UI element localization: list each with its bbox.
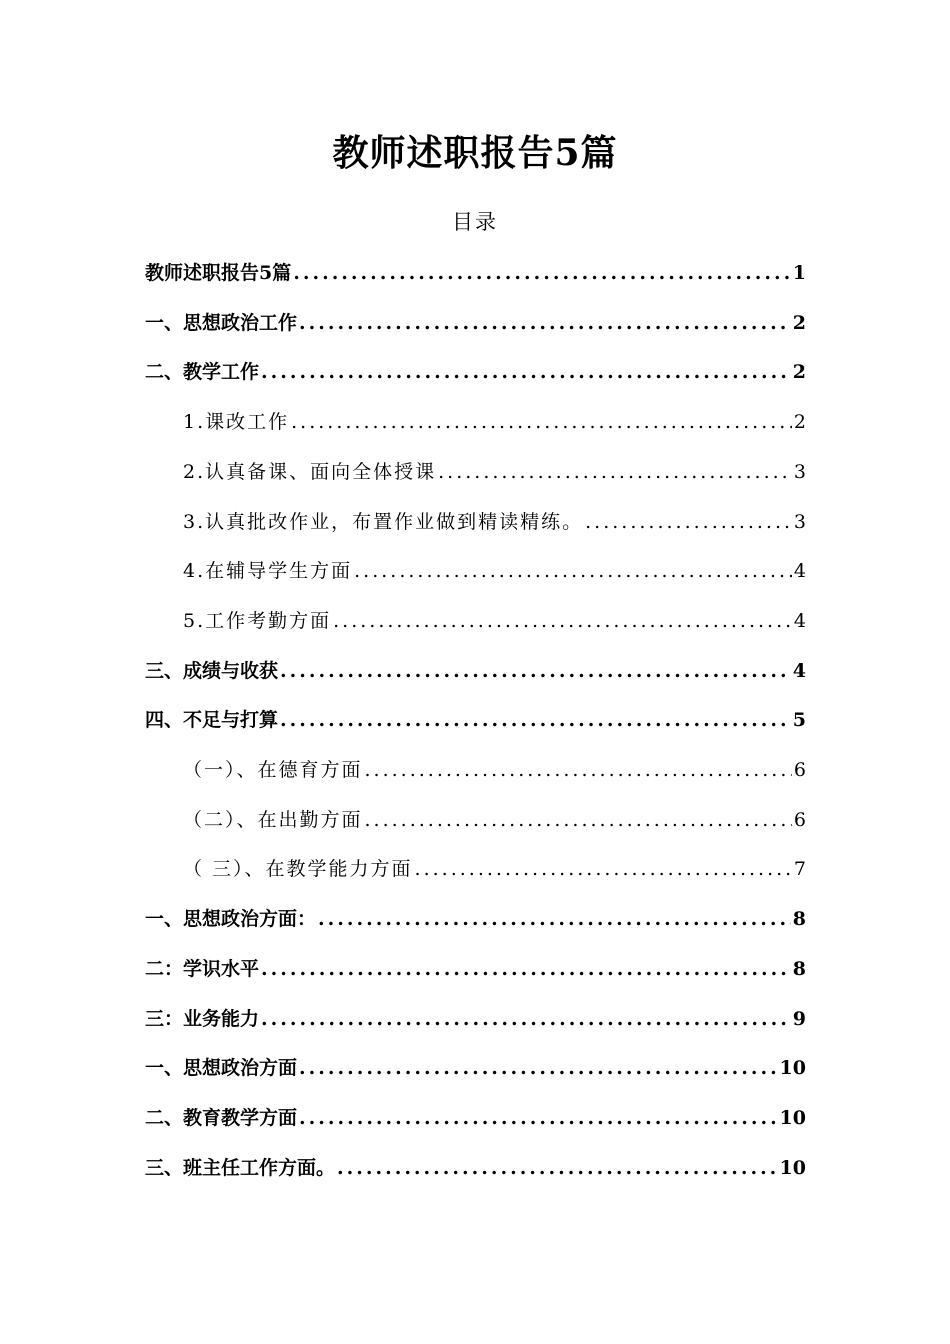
toc-dot-leader	[415, 854, 792, 884]
toc-dot-leader	[293, 258, 791, 288]
toc-entry[interactable]	[145, 904, 806, 934]
toc-dot-leader	[365, 755, 792, 785]
toc-entry-label: 二：学识水平	[145, 958, 260, 980]
toc-dot-leader	[261, 954, 791, 984]
toc-dot-leader	[261, 357, 791, 387]
toc-entry-label: 二、教育教学方面	[145, 1107, 298, 1129]
toc-entry-label: （二）、在出勤方面	[183, 809, 363, 831]
toc-dot-leader	[337, 1153, 778, 1183]
toc-entry-label: 教师述职报告5篇	[145, 262, 292, 284]
toc-entry[interactable]	[183, 805, 806, 835]
toc-dot-leader	[261, 1004, 791, 1034]
toc-entry-page-number: 9	[792, 1008, 806, 1030]
toc-entry-label: 三：业务能力	[145, 1008, 260, 1030]
toc-entry[interactable]	[183, 507, 806, 537]
toc-entry-page-number: 8	[792, 908, 806, 930]
toc-entry-label: 一、思想政治方面	[145, 1057, 298, 1079]
toc-entry-page-number: 3	[793, 511, 806, 533]
toc-entry-label: 一、思想政治方面：	[145, 908, 317, 930]
toc-entry-page-number: 2	[793, 411, 806, 433]
toc-entry-page-number: 8	[792, 958, 806, 980]
toc-dot-leader	[354, 556, 792, 586]
toc-entry-page-number: 10	[779, 1107, 806, 1129]
toc-entry-page-number: 7	[793, 858, 806, 880]
toc-entry-page-number: 4	[792, 660, 806, 682]
toc-entry-label: 1.课改工作	[183, 411, 290, 433]
document-title: 教师述职报告5篇	[332, 132, 618, 174]
toc-entry-page-number: 1	[792, 262, 806, 284]
toc-entry-page-number: 10	[779, 1057, 806, 1079]
toc-entry[interactable]	[183, 854, 806, 884]
toc-entry[interactable]	[183, 755, 806, 785]
toc-entry[interactable]	[145, 954, 806, 984]
toc-dot-leader	[318, 904, 791, 934]
toc-entry[interactable]	[145, 357, 806, 387]
toc-entry[interactable]	[145, 705, 806, 735]
toc-entry[interactable]	[145, 1053, 806, 1083]
toc-entry-label: 5.工作考勤方面	[183, 610, 332, 632]
toc-entry[interactable]	[145, 1103, 806, 1133]
toc-entry-page-number: 5	[792, 709, 806, 731]
toc-entry-label: 3.认真批改作业，布置作业做到精读精练。	[183, 511, 584, 533]
toc-entry-label: （ 三）、在教学能力方面	[183, 858, 413, 880]
toc-entry[interactable]	[183, 556, 806, 586]
toc-dot-leader	[585, 507, 792, 537]
toc-dot-leader	[280, 656, 791, 686]
toc-entry-page-number: 2	[792, 312, 806, 334]
toc-dot-leader	[333, 606, 792, 636]
toc-heading: 目录	[452, 210, 498, 234]
toc-entry-page-number: 10	[779, 1157, 806, 1179]
toc-dot-leader	[291, 407, 792, 437]
toc-entry-page-number: 2	[792, 361, 806, 383]
toc-entry-label: （一）、在德育方面	[183, 759, 363, 781]
toc-entry-label: 三、成绩与收获	[145, 660, 279, 682]
toc-entry[interactable]	[145, 1153, 806, 1183]
toc-dot-leader	[299, 1103, 778, 1133]
toc-dot-leader	[280, 705, 791, 735]
toc-entry[interactable]	[145, 308, 806, 338]
toc-entry[interactable]	[145, 1004, 806, 1034]
toc-entry-page-number: 6	[793, 759, 806, 781]
toc-entry[interactable]	[183, 606, 806, 636]
toc-entry[interactable]	[183, 407, 806, 437]
toc-entry-label: 二、教学工作	[145, 361, 260, 383]
toc-entry-label: 三、班主任工作方面。	[145, 1157, 336, 1179]
toc-entry-label: 4.在辅导学生方面	[183, 560, 353, 582]
toc-entry-page-number: 3	[793, 461, 806, 483]
toc-entry-page-number: 4	[793, 610, 806, 632]
toc-dot-leader	[365, 805, 792, 835]
toc-entry[interactable]	[145, 258, 806, 288]
toc-dot-leader	[299, 1053, 778, 1083]
toc-entry-label: 2.认真备课、面向全体授课	[183, 461, 437, 483]
toc-dot-leader	[438, 457, 792, 487]
toc-entry-label: 一、思想政治工作	[145, 312, 298, 334]
toc-entry[interactable]	[145, 656, 806, 686]
toc-entry-label: 四、不足与打算	[145, 709, 279, 731]
toc-entry-page-number: 6	[793, 809, 806, 831]
toc-dot-leader	[299, 308, 791, 338]
toc-entry-page-number: 4	[793, 560, 806, 582]
toc-entry[interactable]	[183, 457, 806, 487]
